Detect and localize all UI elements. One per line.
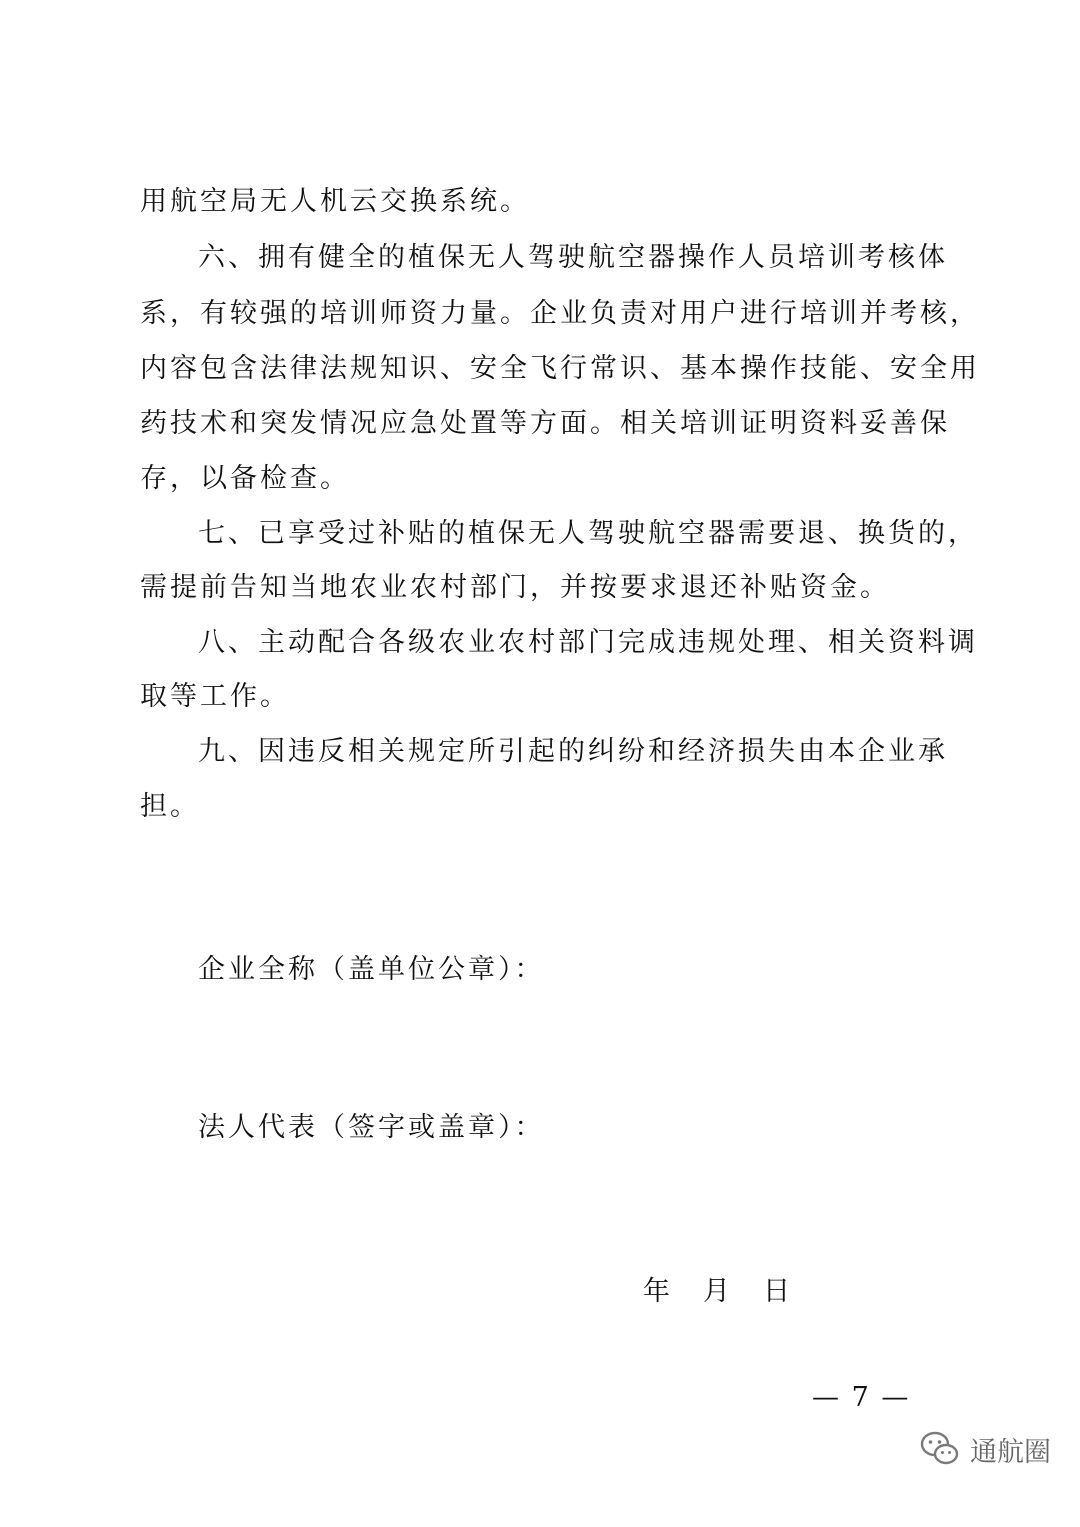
body-line: 需提前告知当地农业农村部门，并按要求退还补贴资金。 bbox=[140, 572, 890, 603]
date-year: 年 bbox=[643, 1276, 670, 1307]
date-day: 日 bbox=[763, 1276, 790, 1307]
watermark-text: 通航圈 bbox=[970, 1436, 1051, 1468]
body-line: 内容包含法律法规知识、安全飞行常识、基本操作技能、安全用 bbox=[140, 353, 980, 384]
body-line: 八、主动配合各级农业农村部门完成违规处理、相关资料调 bbox=[198, 627, 978, 658]
body-line: 九、因违反相关规定所引起的纠纷和经济损失由本企业承 bbox=[198, 736, 948, 767]
company-name-label: 企业全称（盖单位公章）： bbox=[198, 954, 545, 985]
legal-representative-label: 法人代表（签字或盖章）： bbox=[198, 1112, 545, 1143]
body-line: 六、拥有健全的植保无人驾驶航空器操作人员培训考核体 bbox=[198, 242, 948, 273]
page-number: — 7 — bbox=[812, 1382, 911, 1413]
watermark bbox=[918, 1425, 1051, 1473]
body-line: 取等工作。 bbox=[140, 681, 290, 712]
body-line: 系，有较强的培训师资力量。企业负责对用户进行培训并考核， bbox=[140, 298, 980, 329]
wechat-icon bbox=[918, 1427, 962, 1471]
body-line: 七、已享受过补贴的植保无人驾驶航空器需要退、换货的， bbox=[198, 518, 978, 549]
body-line: 存，以备检查。 bbox=[140, 463, 350, 494]
body-line: 担。 bbox=[140, 791, 200, 822]
date-month: 月 bbox=[703, 1276, 730, 1307]
body-line: 用航空局无人机云交换系统。 bbox=[140, 186, 530, 217]
body-line: 药技术和突发情况应急处置等方面。相关培训证明资料妥善保 bbox=[140, 408, 950, 439]
